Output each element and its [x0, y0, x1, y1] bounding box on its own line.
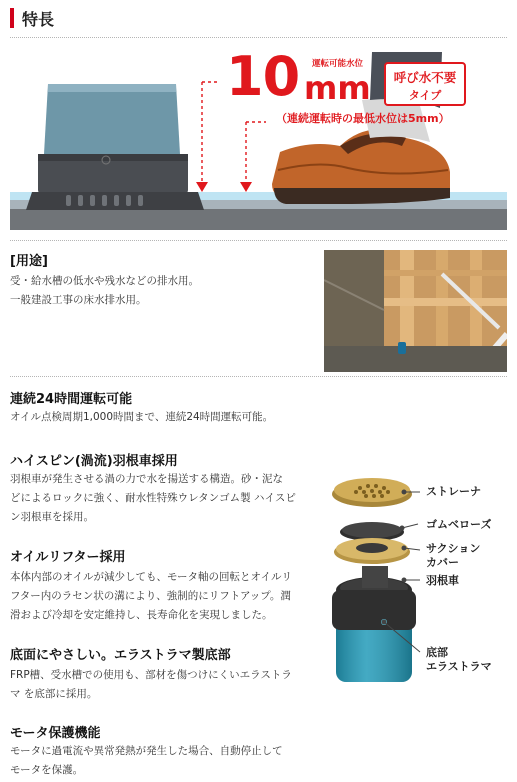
- usage-title: [用途]: [10, 254, 48, 269]
- no-priming-line1: 呼び水不要: [393, 70, 457, 85]
- feature-text-oil-lifter: [10, 568, 320, 625]
- feature-line: 本体内部のオイルが減少しても、モータ軸の回転とオイルリ: [10, 571, 293, 583]
- divider: [10, 240, 507, 241]
- feature-text-motor-protection: [10, 742, 320, 780]
- feature-title-continuous: 連続24時間運転可能: [10, 392, 133, 407]
- part-label-line: エラストラマ: [426, 660, 492, 673]
- usage-line: 一般建設工事の床水排水用。: [10, 294, 147, 306]
- feature-title-impeller: ハイスピン(渦流)羽根車採用: [10, 454, 178, 469]
- part-label-suction-cover: [426, 542, 480, 570]
- part-label-line: サクション: [426, 542, 481, 555]
- divider: [10, 376, 507, 377]
- usage-line: 受・給水槽の低水や残水などの排水用。: [10, 275, 199, 287]
- water-level-illustration: [10, 42, 507, 234]
- feature-line: どによるロックに強く、耐水性特殊ウレタンゴム製 ハイスピ: [10, 492, 296, 504]
- part-label-impeller: 羽根車: [426, 574, 459, 587]
- feature-line: マ を底部に採用。: [10, 688, 98, 700]
- water-level-label: 運転可能水位: [312, 59, 364, 69]
- part-label-bottom: [426, 646, 492, 674]
- page-title: 特長: [22, 10, 55, 29]
- feature-line: モータに過電流や異常発熱が発生した場合、自動停止して: [10, 745, 283, 757]
- feature-line: ン羽根車を採用。: [10, 511, 94, 523]
- feature-line: フター内のラセン状の溝により、強制的にリフトアップ。潤: [10, 590, 291, 602]
- water-level-unit: mm: [304, 69, 371, 107]
- feature-line: 羽根車が発生させる渦の力で水を揚送する構造。砂・泥な: [10, 473, 283, 485]
- part-label-line: 底部: [426, 646, 448, 659]
- feature-line: オイル点検周期1,000時間まで、連続24時間運転可能。: [10, 411, 274, 423]
- no-priming-line2: タイプ: [408, 89, 442, 102]
- water-level-number: 10: [226, 45, 300, 108]
- part-label-strainer: ストレーナ: [426, 485, 481, 498]
- feature-text-continuous: [10, 408, 273, 427]
- min-water-level-note: （連続運転時の最低水位は5mm）: [276, 112, 450, 125]
- feature-title-motor-protection: モータ保護機能: [10, 726, 101, 741]
- divider: [10, 37, 507, 38]
- feature-line: FRP槽、受水槽での使用も、部材を傷つけにくいエラストラ: [10, 669, 292, 681]
- feature-line: モータを保護。: [10, 764, 84, 776]
- part-label-rubber-bellows: ゴムベローズ: [426, 518, 492, 531]
- feature-title-oil-lifter: オイルリフター採用: [10, 550, 126, 565]
- construction-site-image: [324, 250, 507, 372]
- section-header: [0, 0, 517, 36]
- feature-text-impeller: [10, 470, 320, 527]
- pump-parts-diagram: [322, 462, 512, 692]
- feature-title-elastomer: 底面にやさしい。エラストラマ製底部: [10, 648, 231, 663]
- feature-line: 滑および冷却を安定維持し、長寿命化を実現しました。: [10, 609, 273, 621]
- header-accent-bar: [10, 8, 14, 28]
- usage-text: [10, 272, 199, 310]
- no-priming-badge: [384, 62, 466, 106]
- feature-text-elastomer: [10, 666, 320, 704]
- construction-site-photo: [324, 250, 507, 372]
- part-label-line: カバー: [426, 556, 459, 569]
